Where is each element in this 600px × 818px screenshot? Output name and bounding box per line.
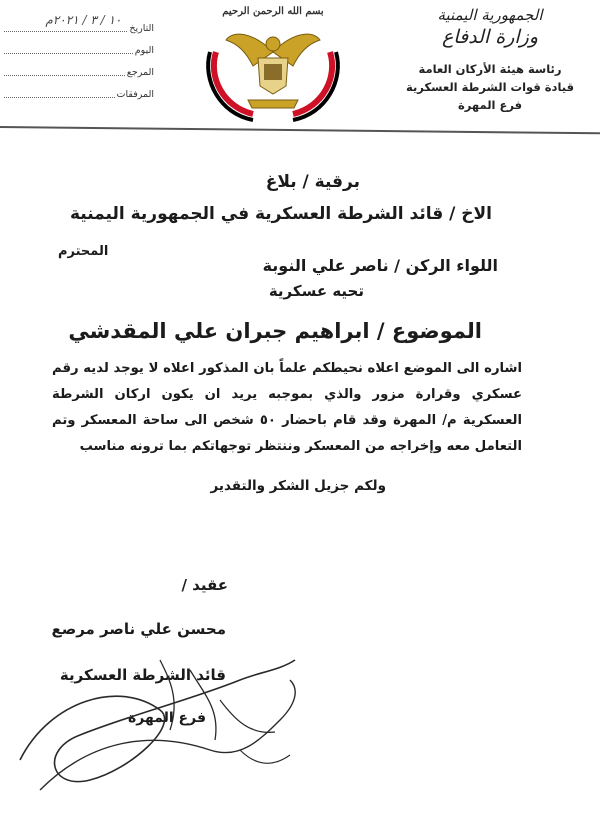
meta-attachments-row [4, 78, 154, 100]
eagle-emblem-icon [198, 22, 348, 122]
attachments-field [4, 85, 115, 98]
subject-line: الموضوع / ابراهيم جبران علي المقدشي [68, 319, 482, 343]
addressee-line: اللواء الركن / ناصر علي النوبة [262, 256, 498, 275]
letter-title: برقية / بلاغ [265, 172, 360, 192]
header-divider [0, 126, 600, 134]
day-label: اليوم [134, 45, 154, 56]
signer-title: قائد الشرطة العسكرية [59, 666, 226, 684]
meta-day-row [4, 34, 154, 56]
day-field [4, 41, 133, 54]
attachments-label: المرفقات [116, 89, 154, 100]
date-field [4, 13, 127, 32]
recipient-line: الاخ / قائد الشرطة العسكرية في الجمهورية اليمنية [69, 204, 492, 224]
signer-branch: فرع المهرة [128, 710, 206, 726]
signer-name: محسن علي ناصر مرصع [51, 620, 226, 638]
document-meta [4, 12, 154, 100]
date-label: التاريخ [129, 23, 154, 34]
country-name: الجمهورية اليمنية [437, 6, 543, 24]
reference-field [4, 63, 125, 76]
closing-line: ولكم جزيل الشكر والتقدير [210, 478, 386, 494]
date-value: ١٠ / ٣ / ٢٠٢١م [45, 13, 122, 27]
meta-date-row [4, 12, 154, 34]
letterhead [0, 0, 600, 128]
meta-reference-row [4, 56, 154, 78]
reference-label: المرجع [126, 67, 154, 78]
body-paragraph: اشاره الى الموضع اعلاه نحيطكم علماً بان المذكور اعلاه لا يوجد لديه رقم عسكري وقرارة مزور والذي بموجبه يريد ان يكون اركان الشرطة العسكرية م/ المهرة وقد قام باحضار ٥٠ شخص الى ساحة المعسكر وتم التعامل معه وإخراجه من المعسكر وننتظر توجهاتكم بما ترونه مناسب [52, 361, 522, 454]
honorific: المحترم [58, 244, 109, 259]
presidency-name: رئاسة هيئة الأركان العامة [418, 62, 562, 76]
command-name: قيادة قوات الشرطة العسكرية [406, 80, 574, 94]
branch-name: فرع المهرة [457, 98, 523, 112]
ministry-name: وزارة الدفاع [441, 26, 539, 48]
basmala-calligraphy: بسم الله الرحمن الرحيم [222, 6, 324, 17]
ministry-block [390, 6, 590, 112]
state-emblem [198, 6, 348, 124]
greeting-line: تحيه عسكرية [268, 282, 364, 300]
signer-rank: عقيد / [181, 576, 228, 594]
handwritten-signature-icon [10, 640, 310, 810]
